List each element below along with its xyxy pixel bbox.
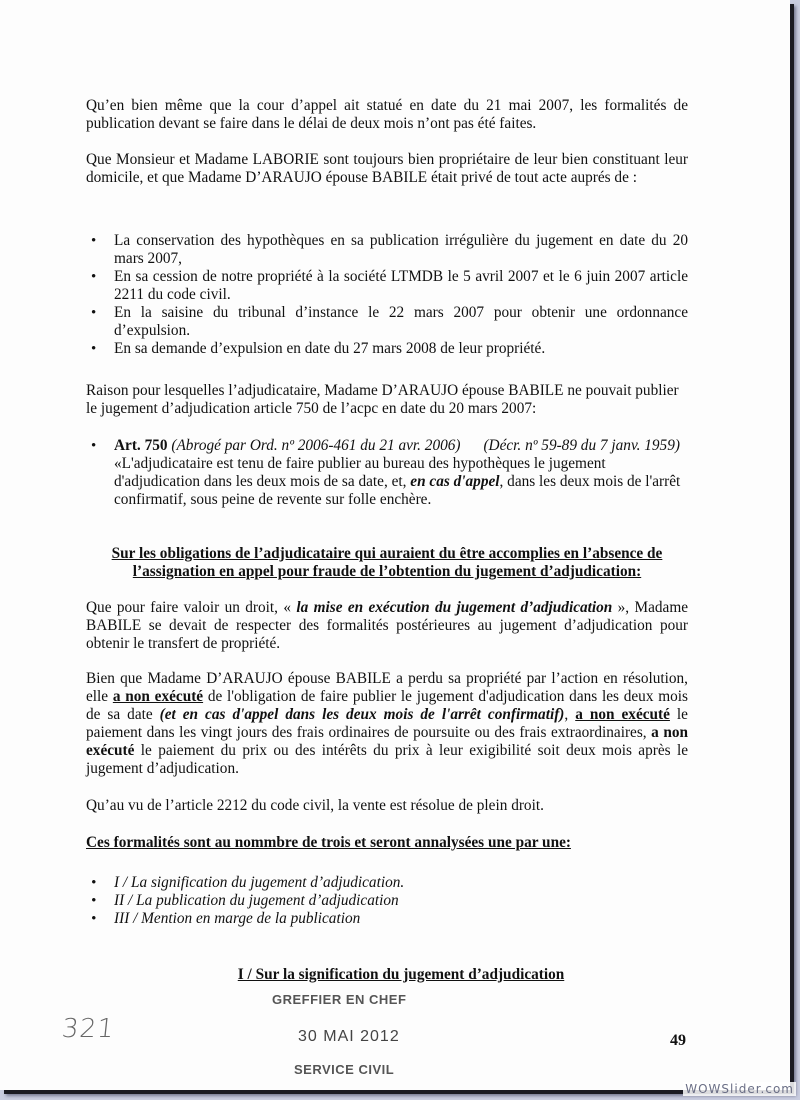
stamp-greffier: GREFFIER EN CHEF — [272, 992, 407, 1007]
watermark: WOWSlider.com — [685, 1082, 794, 1096]
emphasis: a non exécuté — [112, 688, 204, 705]
list-item: • En sa demande d’expulsion en date du 27 mars 2008 de leur propriété. — [86, 340, 688, 358]
paragraph-cour-appel — [86, 97, 688, 133]
emphasis: a non exécuté — [86, 724, 688, 759]
section-heading-formalites — [86, 834, 688, 852]
list-item: • En la saisine du tribunal d’instance le 22 mars 2007 pour obtenir une ordonnance d’expulsion. — [86, 304, 688, 340]
list-item: • En sa cession de notre propriété à la société LTMDB le 5 avril 2007 et le 6 juin 2007 article 2211 du code civil. — [86, 268, 688, 304]
emphasis: la mise en exécution du jugement d’adjudication — [296, 599, 613, 616]
paragraph-article-2212 — [86, 797, 688, 815]
handwritten-number: 321 — [60, 1014, 117, 1044]
text-run: le paiement du prix ou des intérêts du prix à leur exigibilité soit deux mois après le jugement d’adjudication. — [86, 742, 688, 777]
article-ref-ordonnance: (Abrogé par Ord. nº 2006-461 du 21 avr. 2006) — [171, 437, 461, 454]
list-item — [86, 437, 688, 509]
paragraph-raison — [86, 382, 688, 418]
bullet-list-formalites — [86, 874, 688, 928]
list-item: • II / La publication du jugement d’adjudication — [86, 892, 688, 910]
bullet-list-actes — [86, 232, 688, 358]
article-emphasis: en cas d'appel — [410, 473, 500, 490]
paragraph-text: Qu’en bien même que la cour d’appel ait statué en date du 21 mai 2007, les formalités de publication devant se faire dans le délai de deux mois n’ont pas été faites. — [86, 97, 688, 132]
section-heading-signification — [100, 966, 702, 984]
section-heading-obligations — [86, 545, 688, 581]
paragraph-text: Raison pour lesquelles l’adjudicataire, Madame D’ARAUJO épouse BABILE ne pouvait publier le jugement d’adjudication article 750 de l’acpc en date du 20 mars 2007: — [86, 382, 679, 417]
article-text-end: , dans les deux mois de l'arrêt confirmatif, sous peine de revente sur folle enchère. — [114, 473, 681, 508]
emphasis: (et en cas d'appel dans les deux mois de l'arrêt confirmatif) — [159, 706, 565, 723]
heading-text: Ces formalités sont au nommbre de trois et seront annalysées une par une: — [86, 834, 571, 851]
text-run: Que pour faire valoir un droit, « — [86, 599, 297, 616]
list-item: • I / La signification du jugement d’adjudication. — [86, 874, 688, 892]
list-item: • III / Mention en marge de la publication — [86, 910, 688, 928]
stamp-date: 30 MAI 2012 — [298, 1028, 400, 1045]
text-run: , — [564, 706, 576, 723]
paragraph-laborie — [86, 151, 688, 187]
list-item: • La conservation des hypothèques en sa publication irrégulière du jugement en date du 20 mars 2007, — [86, 232, 688, 268]
stamp-service: SERVICE CIVIL — [294, 1062, 395, 1077]
page-number: 49 — [670, 1032, 686, 1049]
emphasis: a non exécuté — [575, 706, 670, 723]
paragraph-text: Que Monsieur et Madame LABORIE sont toujours bien propriétaire de leur bien constituant leur domicile, et que Madame D’ARAUJO épouse BABILE était privé de tout acte auprés de : — [86, 151, 688, 186]
paragraph-text: Qu’au vu de l’article 2212 du code civil, la vente est résolue de plein droit. — [86, 797, 544, 814]
text-run: », Madame BABILE se devait de respecter des formalités postérieures au jugement d’adjudication pour obtenir le transfert de propriété. — [86, 599, 689, 652]
text-run: le paiement dans les vingt jours des frais ordinaires de poursuite ou des frais extraordinaires, — [86, 706, 688, 741]
article-750-quote — [86, 437, 688, 509]
paragraph-non-execute — [86, 670, 688, 778]
article-label: Art. 750 — [114, 437, 168, 454]
text-run: de l'obligation de faire publier le jugement d'adjudication dans les deux mois de sa date — [86, 688, 688, 723]
heading-text: Sur les obligations de l’adjudicataire qui auraient du être accomplies en l’absence de l’assignation en appel pour fraude de l’obtention du jugement d’adjudication: — [111, 545, 663, 580]
paragraph-droit — [86, 599, 688, 653]
heading-text: I / Sur la signification du jugement d’adjudication — [237, 966, 565, 983]
article-text: «L'adjudicataire est tenu de faire publier au bureau des hypothèques le jugement d'adjudication dans les deux mois de sa date, et, — [114, 455, 606, 490]
text-run: Bien que Madame D’ARAUJO épouse BABILE a perdu sa propriété par l’action en résolution, elle — [86, 670, 688, 705]
article-ref-decret: (Décr. nº 59-89 du 7 janv. 1959) — [483, 437, 680, 454]
